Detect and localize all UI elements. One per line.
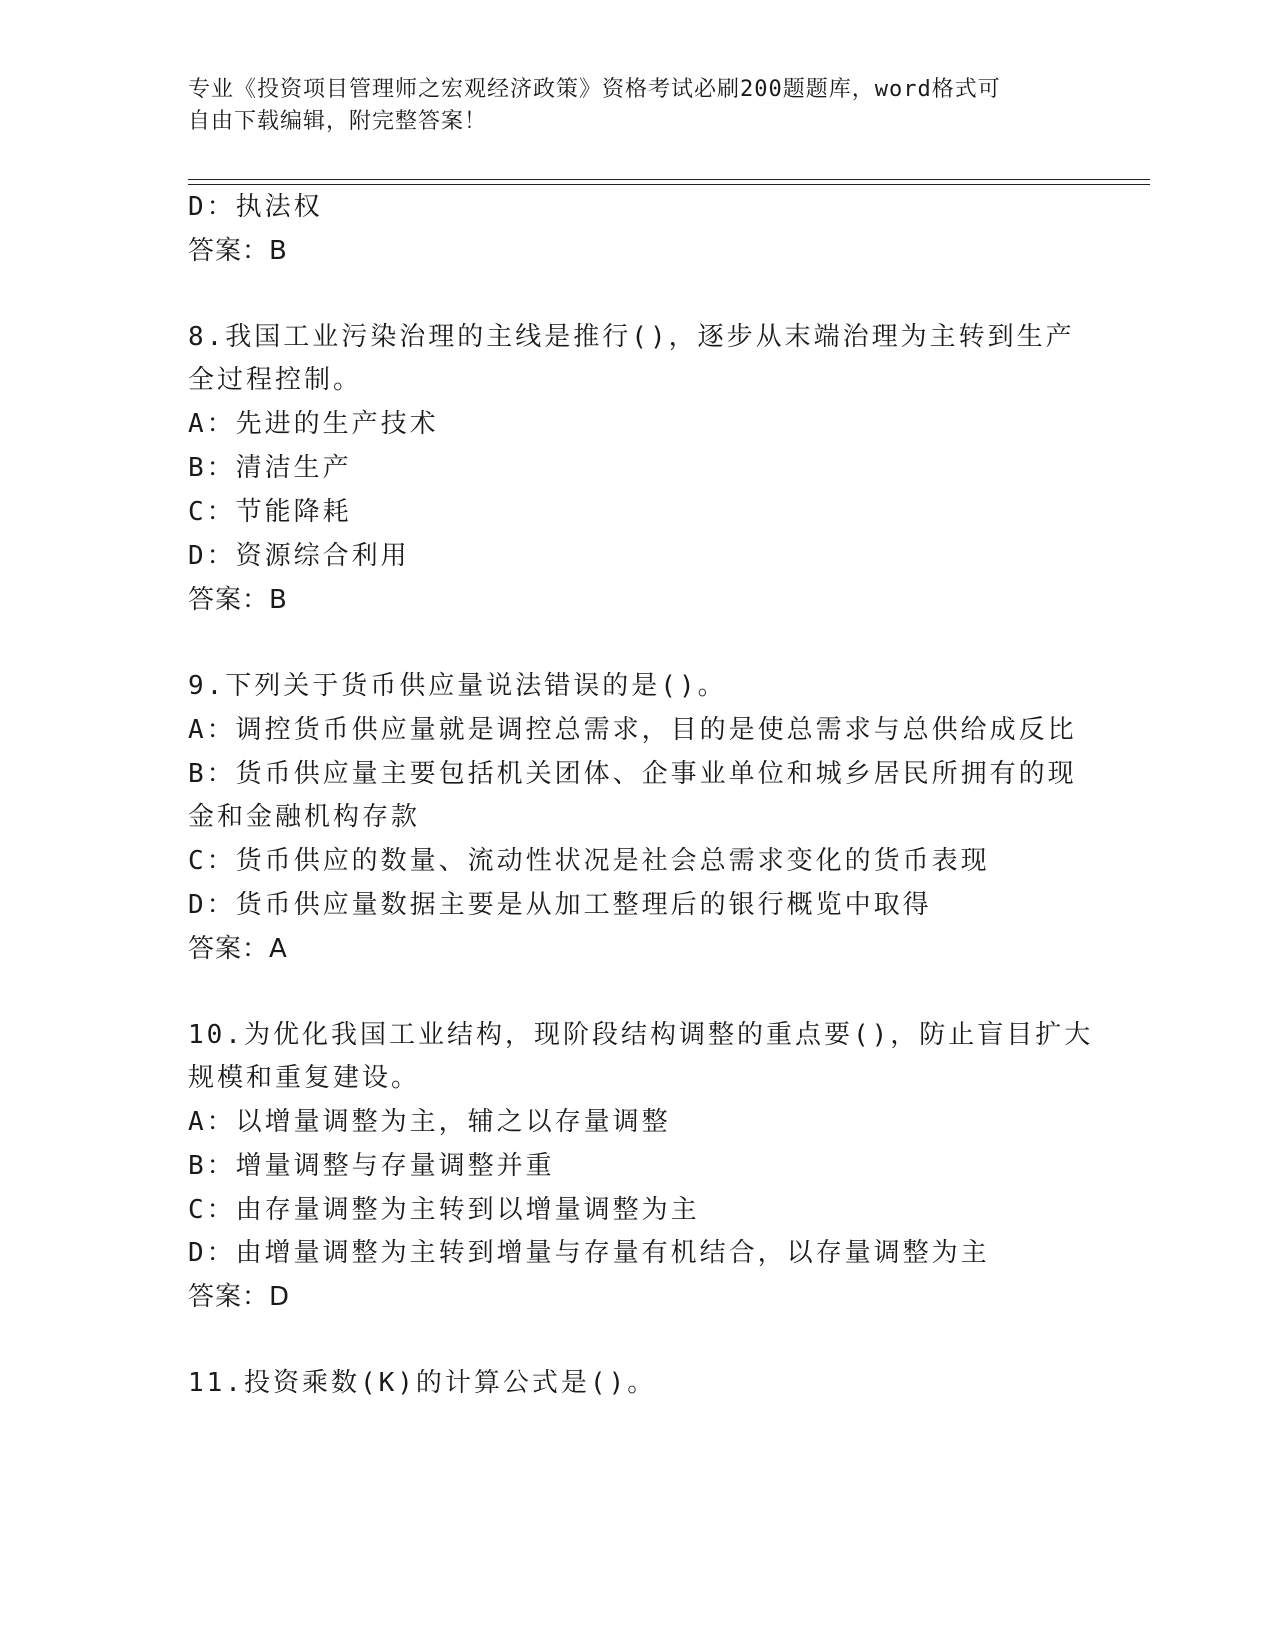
q10-option-d: D：由增量调整为主转到增量与存量有机结合，以存量调整为主 <box>188 1238 990 1268</box>
q8-option-b: B：清洁生产 <box>188 453 352 483</box>
q10-answer: 答案：D <box>188 1282 291 1312</box>
q10-stem-line-2: 规模和重复建设。 <box>188 1063 421 1093</box>
q9-option-d: D：货币供应量数据主要是从加工整理后的银行概览中取得 <box>188 890 932 920</box>
header-line-1: 专业《投资项目管理师之宏观经济政策》资格考试必刷200题题库，word格式可 <box>188 77 1001 102</box>
header-line-2: 自由下载编辑，附完整答案！ <box>188 109 488 134</box>
header-divider-top <box>188 179 1150 180</box>
q9-option-a: A：调控货币供应量就是调控总需求，目的是使总需求与总供给成反比 <box>188 715 1077 745</box>
q10-option-b: B：增量调整与存量调整并重 <box>188 1151 555 1181</box>
q9-option-b-line-1: B：货币供应量主要包括机关团体、企事业单位和城乡居民所拥有的现 <box>188 759 1077 789</box>
prev-answer: 答案：B <box>188 236 288 266</box>
q8-stem-line-2: 全过程控制。 <box>188 365 363 395</box>
q8-option-d: D：资源综合利用 <box>188 541 410 571</box>
q10-option-c: C：由存量调整为主转到以增量调整为主 <box>188 1195 700 1225</box>
q10-option-a: A：以增量调整为主，辅之以存量调整 <box>188 1107 671 1137</box>
q11-stem-line-1: 11.投资乘数(K)的计算公式是()。 <box>188 1368 657 1398</box>
prev-option-d: D：执法权 <box>188 192 323 222</box>
q8-stem-line-1: 8.我国工业污染治理的主线是推行()，逐步从末端治理为主转到生产 <box>188 322 1075 352</box>
q9-stem-line-1: 9.下列关于货币供应量说法错误的是()。 <box>188 671 727 701</box>
q10-stem-line-1: 10.为优化我国工业结构，现阶段结构调整的重点要()，防止盲目扩大 <box>188 1020 1094 1050</box>
q8-option-c: C：节能降耗 <box>188 497 352 527</box>
q9-option-b-line-2: 金和金融机构存款 <box>188 802 421 832</box>
q8-answer: 答案：B <box>188 585 288 615</box>
document-header <box>188 74 1088 138</box>
q8-option-a: A：先进的生产技术 <box>188 409 439 439</box>
q9-answer: 答案：A <box>188 934 288 964</box>
q9-option-c: C：货币供应的数量、流动性状况是社会总需求变化的货币表现 <box>188 846 990 876</box>
header-divider-bottom <box>188 184 1150 185</box>
